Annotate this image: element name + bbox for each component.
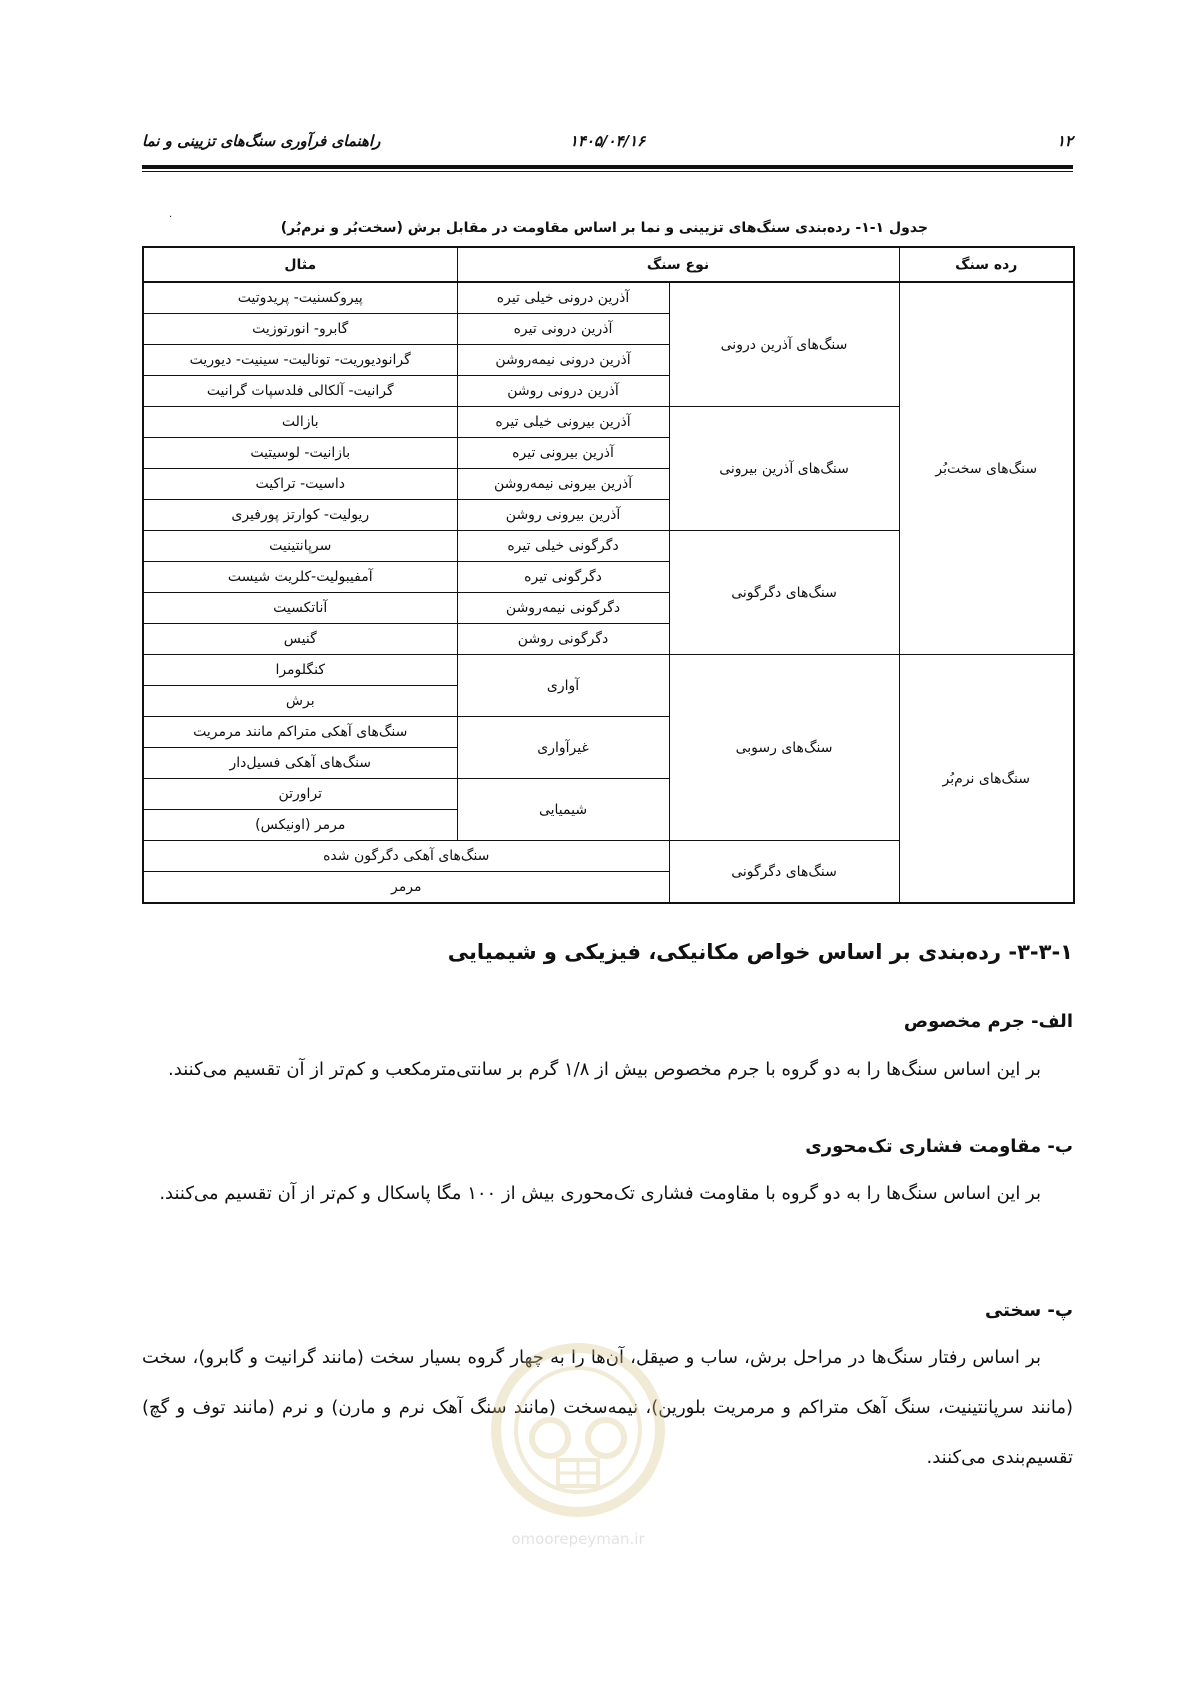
stone-classification-table (142, 246, 1075, 904)
col-header-class: رده سنگ (899, 247, 1074, 282)
page-header (142, 128, 1073, 160)
example-cell: مرمر (143, 872, 669, 904)
header-date: ۱۴۰۵/۰۴/۱۶ (569, 132, 646, 150)
type-cell: آذرین بیرونی نیمه‌روشن (457, 469, 669, 500)
paragraph-density: بر این اساس سنگ‌ها را به دو گروه با جرم مخصوص بیش از ۱/۸ گرم بر سانتی‌مترمکعب و کم‌تر از آن تقسیم می‌کنند. (168, 1059, 1041, 1080)
type-cell: آذرین بیرونی روشن (457, 500, 669, 531)
group-metamorphic-hard: سنگ‌های دگرگونی (669, 531, 899, 655)
paragraph-ucs: بر این اساس سنگ‌ها را به دو گروه با مقاومت فشاری تک‌محوری بیش از ۱۰۰ مگا پاسکال و کم‌تر از آن تقسیم می‌کنند. (159, 1183, 1041, 1204)
type-cell: دگرگونی نیمه‌روشن (457, 593, 669, 624)
type-cell: دگرگونی تیره (457, 562, 669, 593)
example-cell: آمفیبولیت-کلریت شیست (143, 562, 457, 593)
class-soft: سنگ‌های نرم‌بُر (899, 655, 1074, 904)
stray-dot: · (169, 212, 173, 223)
example-cell: سنگ‌های آهکی متراکم مانند مرمریت (143, 717, 457, 748)
type-nonclastic: غیرآواری (457, 717, 669, 779)
paragraph-hardness: بر اساس رفتار سنگ‌ها در مراحل برش، ساب و صیقل، آن‌ها را به چهار گروه بسیار سخت (مانند گرانیت و گابرو)، سخت (مانند سرپانتینیت، سنگ آهک متراکم و مرمریت بلورین)، نیمه‌سخت (مانند سنگ آهک نرم و مارن) و نرم (مانند توف و گچ) تقسیم‌بندی می‌کنند. (142, 1347, 1073, 1468)
watermark-site: omoorepeyman.ir (511, 1530, 645, 1548)
example-cell: گرانودیوریت- تونالیت- سینیت- دیوریت (143, 345, 457, 376)
type-cell: آذرین بیرونی خیلی تیره (457, 407, 669, 438)
group-sedimentary: سنگ‌های رسوبی (669, 655, 899, 841)
type-clastic: آواری (457, 655, 669, 717)
subheading-density: الف- جرم مخصوص (903, 1011, 1073, 1032)
type-cell: آذرین درونی خیلی تیره (457, 282, 669, 314)
section-heading: ۳-۳-۱- رده‌بندی بر اساس خواص مکانیکی، فیزیکی و شیمیایی (447, 940, 1073, 964)
type-cell: آذرین درونی نیمه‌روشن (457, 345, 669, 376)
type-cell: دگرگونی خیلی تیره (457, 531, 669, 562)
class-hard: سنگ‌های سخت‌بُر (899, 282, 1074, 655)
seal-icon (478, 1330, 678, 1560)
table-caption: جدول ۱-۱- رده‌بندی سنگ‌های تزیینی و نما بر اساس مقاومت در مقابل برش (سخت‌بُر و نرم‌بُر) (280, 220, 928, 236)
type-cell: دگرگونی روشن (457, 624, 669, 655)
example-cell: برش (143, 686, 457, 717)
example-cell: سرپانتینیت (143, 531, 457, 562)
subheading-hardness: پ- سختی (984, 1300, 1073, 1321)
col-header-type: نوع سنگ (457, 247, 899, 282)
example-cell: آناتکسیت (143, 593, 457, 624)
example-cell: کنگلومرا (143, 655, 457, 686)
type-chemical: شیمیایی (457, 779, 669, 841)
example-cell: مرمر (اونیکس) (143, 810, 457, 841)
col-header-example: مثال (143, 247, 457, 282)
example-cell: گرانیت- آلکالی فلدسپات گرانیت (143, 376, 457, 407)
header-title: راهنمای فرآوری سنگ‌های تزیینی و نما (142, 132, 381, 150)
example-cell: بازالت (143, 407, 457, 438)
type-cell: آذرین درونی روشن (457, 376, 669, 407)
example-cell: داسیت- تراکیت (143, 469, 457, 500)
watermark-seal (478, 1330, 678, 1560)
example-cell: گنیس (143, 624, 457, 655)
example-cell: پیروکسنیت- پریدوتیت (143, 282, 457, 314)
page-number: ۱۲ (1056, 132, 1073, 150)
example-cell: سنگ‌های آهکی دگرگون شده (143, 841, 669, 872)
header-rule (142, 165, 1073, 169)
header-rule-thin (142, 171, 1073, 172)
example-cell: ریولیت- کوارتز پورفیری (143, 500, 457, 531)
example-cell: بازانیت- لوسیتیت (143, 438, 457, 469)
example-cell: گابرو- انورتوزیت (143, 314, 457, 345)
group-intrusive: سنگ‌های آذرین درونی (669, 282, 899, 407)
example-cell: تراورتن (143, 779, 457, 810)
example-cell: سنگ‌های آهکی فسیل‌دار (143, 748, 457, 779)
type-cell: آذرین بیرونی تیره (457, 438, 669, 469)
group-metamorphic-soft: سنگ‌های دگرگونی (669, 841, 899, 904)
table-row (143, 655, 1074, 686)
group-extrusive: سنگ‌های آذرین بیرونی (669, 407, 899, 531)
type-cell: آذرین درونی تیره (457, 314, 669, 345)
subheading-ucs: ب- مقاومت فشاری تک‌محوری (805, 1136, 1073, 1157)
table-row (143, 282, 1074, 314)
